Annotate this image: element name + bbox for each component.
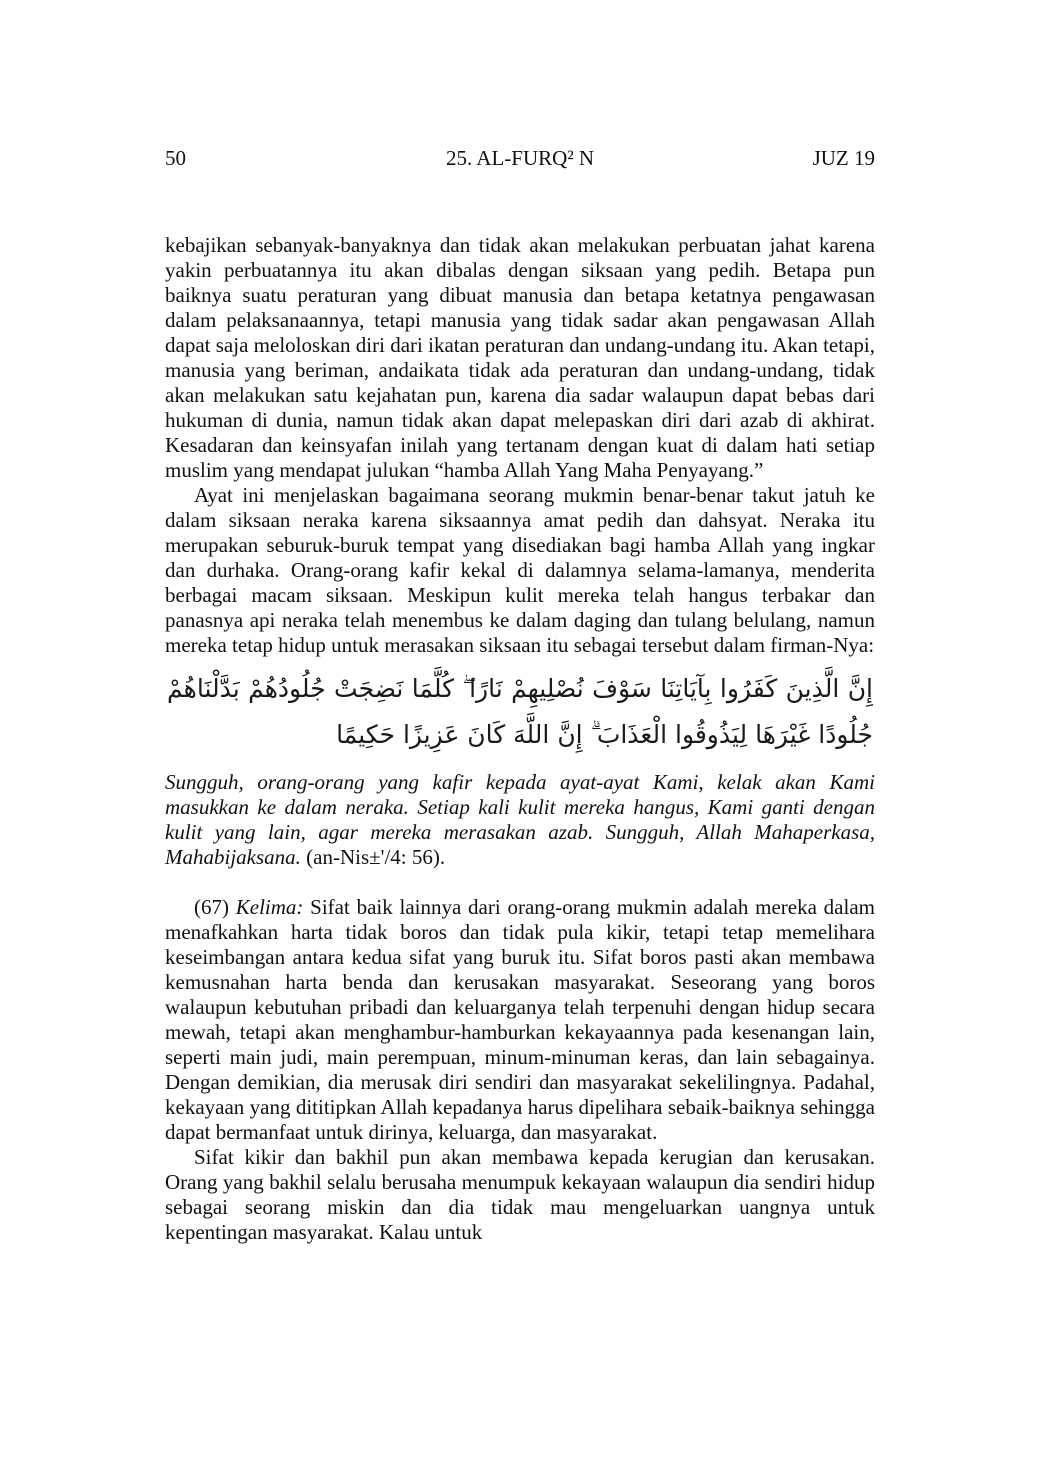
section-gap: [165, 870, 875, 895]
page-body: [165, 233, 875, 1245]
paragraph-continuation: kebajikan sebanyak-banyaknya dan tidak akan melakukan perbuatan jahat karena yakin perbuatannya itu akan dibalas dengan siksaan yang pedih. Betapa pun baiknya suatu peraturan yang dibuat manusia dan betapa ketatnya pengawasan dalam pelaksanaannya, tetapi manusia yang tidak sadar akan pengawasan Allah dapat saja meloloskan diri dari ikatan peraturan dan undang-undang itu. Akan tetapi, manusia yang beriman, andaikata tidak ada peraturan dan undang-undang, tidak akan melakukan satu kejahatan pun, karena dia sadar walaupun dapat bebas dari hukuman di dunia, namun tidak akan dapat melepaskan diri dari azab di akhirat. Kesadaran dan keinsyafan inilah yang tertanam dengan kuat di dalam hati setiap muslim yang mendapat julukan “hamba Allah Yang Maha Penyayang.”: [165, 233, 875, 482]
paragraph-verse-67-text: Sifat baik lainnya dari orang-orang mukmin adalah mereka dalam menafkahkan harta tidak boros dan tidak pula kikir, tetapi tetap memelihara keseimbangan antara kedua sifat yang buruk itu. Sifat boros pasti akan membawa kemusnahan harta benda dan kerusakan masyarakat. Seseorang yang boros walaupun kebutuhan pribadi dan keluarganya telah terpenuhi dengan hidup secara mewah, tetapi akan menghambur-hamburkan kekayaannya pada kesenangan lain, seperti main judi, main perempuan, minum-minuman keras, dan lain sebagainya. Dengan demikian, dia merusak diri sendiri dan masyarakat sekelilingnya. Padahal, kekayaan yang dititipkan Allah kepadanya harus dipelihara sebaik-baiknya sehingga dapat bermanfaat untuk dirinya, keluarga, dan masyarakat.: [165, 895, 875, 1144]
page-number: 50: [165, 146, 186, 170]
point-label: Kelima:: [235, 895, 304, 919]
page-header: [165, 146, 875, 176]
translation-text: Sungguh, orang-orang yang kafir kepada ayat-ayat Kami, kelak akan Kami masukkan ke dalam neraka. Setiap kali kulit mereka hangus, Kami ganti dengan kulit yang lain, agar mereka merasakan azab. Sungguh, Allah Mahaperkasa, Mahabijaksana.: [165, 770, 875, 869]
paragraph-stingy: Sifat kikir dan bakhil pun akan membawa kepada kerugian dan kerusakan. Orang yang bakhil selalu berusaha menumpuk kekayaan walaupun dia sendiri hidup sebagai seorang miskin dan dia tidak mau mengeluarkan uangnya untuk kepentingan masyarakat. Kalau untuk: [165, 1145, 875, 1244]
paragraph-verse-intro: Ayat ini menjelaskan bagaimana seorang mukmin benar-benar takut jatuh ke dalam siksaan neraka karena siksaannya amat pedih dan dahsyat. Neraka itu merupakan seburuk-buruk tempat yang disediakan bagi hamba Allah yang ingkar dan durhaka. Orang-orang kafir kekal di dalamnya selama-lamanya, menderita berbagai macam siksaan. Meskipun kulit mereka telah hangus terbakar dan panasnya api neraka telah menembus ke dalam daging dan tulang belulang, namun mereka tetap hidup untuk merasakan siksaan itu sebagai tersebut dalam firman-Nya:: [165, 483, 875, 657]
verse-number: (67): [194, 895, 236, 919]
verse-translation: [165, 770, 875, 870]
verse-reference: (an-Nis±'/4: 56).: [300, 845, 446, 869]
arabic-verse: إِنَّ الَّذِينَ كَفَرُوا بِآيَاتِنَا سَوْفَ نُصْلِيهِمْ نَارًا ۖ كُلَّمَا نَضِجَتْ جُلُودُهُمْ بَدَّلْنَاهُمْ جُلُودًا غَيْرَهَا لِيَذُوقُوا الْعَذَابَ ۗ إِنَّ اللَّهَ كَانَ عَزِيزًا حَكِيمًا: [167, 674, 874, 749]
paragraph-verse-67: [165, 895, 875, 1145]
surah-title: 25. AL-FURQ² N: [445, 146, 595, 170]
juz-label: JUZ 19: [812, 146, 875, 170]
